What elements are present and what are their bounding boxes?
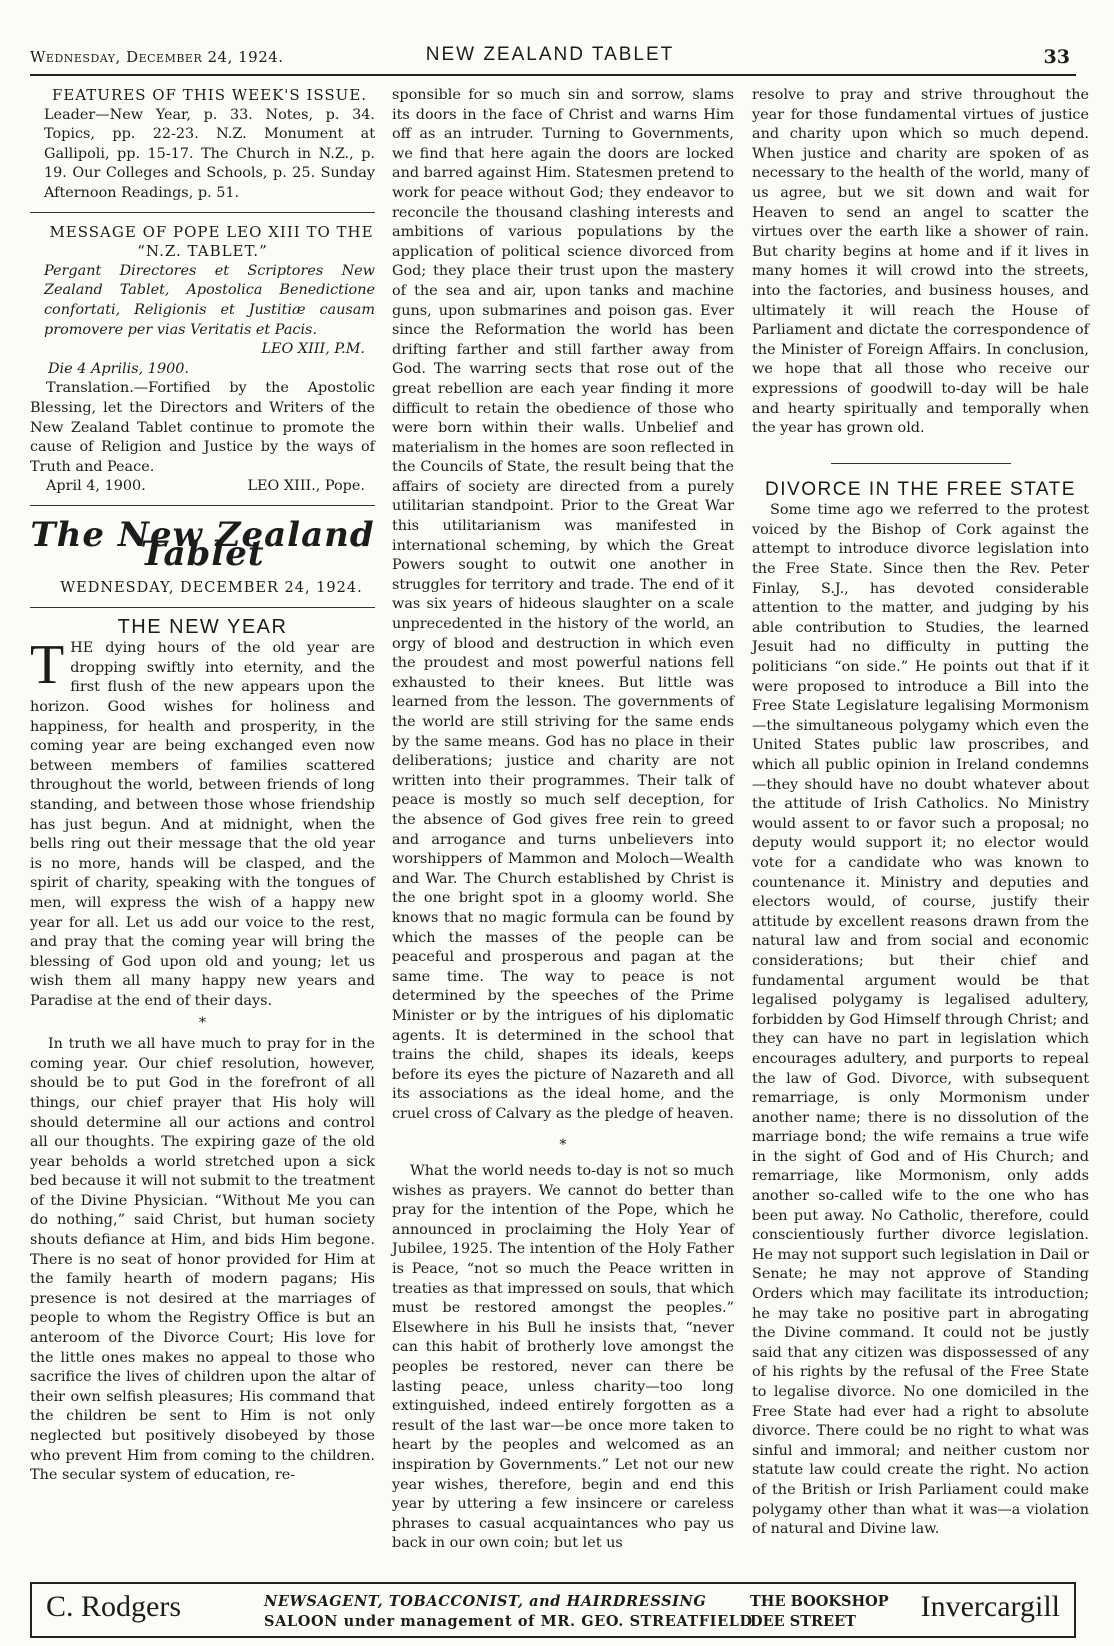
divider bbox=[30, 505, 375, 506]
page-header bbox=[30, 40, 1070, 74]
ad-city: Invercargill bbox=[920, 1590, 1060, 1623]
column-3 bbox=[752, 86, 1089, 1540]
features-heading: FEATURES OF THIS WEEK'S ISSUE. bbox=[51, 86, 368, 104]
translation-signature-row bbox=[30, 477, 375, 497]
leader-heading: THE NEW YEAR bbox=[117, 615, 288, 638]
translation-text: Translation.—Fortified by the Apostolic Blessing, let the Directors and Writers of the New Zealand Tablet continue to promote the cause of Religion and Justice by the ways of Truth and Peace. bbox=[30, 380, 375, 475]
column-2 bbox=[392, 86, 734, 1554]
drop-cap: T bbox=[30, 634, 65, 697]
pope-message bbox=[30, 223, 375, 497]
features-box bbox=[30, 86, 375, 204]
column-1 bbox=[30, 86, 375, 1486]
leader-paragraph-2: In truth we all have much to pray for in the coming year. Our chief resolution, however, should be to put God in the forefront of all things, our chief prayer that His holy will should determine all our actions and control all our thoughts. The expiring gaze of the old year beholds a world stretched upon a sick bed because it will not submit to the treatment of the Divine Physician. “Without Me you can do nothing,” said Christ, but human society shouts defiance at Him, and bids Him begone. There is no seat of honor provided for Him at the family hearth of modern pagans; His presence is not desired at the marriages of people to whom the Registry Office is but an anteroom of the Divorce Court; His love for the little ones makes no appeal to those who sacrifice the lives of children upon the altar of their own selfish pleasures; His command that the children be sent to Him is not only neglected but positively disobeyed by those who prevent Him from coming to the children. The secular system of education, re- bbox=[30, 1036, 375, 1484]
latin-text: Pergant Directores et Scriptores New Zealand Tablet, Apostolica Benedictione confortati, Religionis et Justitiæ causam promovere per vias Veritatis et Pacis. bbox=[44, 262, 375, 338]
features-text: Leader—New Year, p. 33. Notes, p. 34. Topics, pp. 22-23. N.Z. Monument at Gallipoli, pp. 15-17. The Church in N.Z., p. 19. Our Colleges and Schools, p. 25. Sunday Afternoon Readings, p. 51. bbox=[44, 106, 375, 201]
divorce-text: Some time ago we referred to the protest voiced by the Bishop of Cork against the attempt to introduce divorce legislation into the Free State. Since then the Rev. Peter Finlay, S.J., has devoted considerable attention to the matter, and judging by his able contribution to Studies, the learned Jesuit had no difficulty in putting the politicians “on side.” He points out that if it were proposed to introduce a Bill into the Free State Legislature legalising Mormonism—the simultaneous polygamy which even the United States public law proscribes, and which all public opinion in Ireland condemns—they should have no doubt whatever about the attitude of Irish Catholics. No Ministry would assent to or favor such a proposal; no deputy would support it; no elector would vote for a candidate who was known to countenance it. Ministry and deputies and electors would, of course, justify their attitude by excellent reasons drawn from the natural law and from social and economic considerations; but their chief and fundamental argument would be that legalised polygamy is legalised adultery, forbidden by God Himself through Christ; and they can have no part in legislation which encourages adultery, and purports to repeal the law of God. Divorce, with subsequent remarriage, is only Mormonism under another name; there is no dissolution of the marriage bond; the wife remains a true wife in the sight of God and of His Church; and remarriage, like Mormonism, only adds another so-called wife to the one who has been put away. No Catholic, therefore, could conscientiously further divorce legislation. He may not support such legislation in Dail or Senate; he may not approve of Standing Orders which may facilitate its introduction; he may take no positive part in abrogating the Divine command. It could not be justly said that any citizen was dispossessed of any of his rights by the refusal of the Free State to legalise divorce. No one domiciled in the Free State had ever had a right to absolute divorce. There could be no right to what was sinful and immoral; and neither custom nor statute law could create the right. No action of the British or Irish Parliament could make polygamy other than what it was—a violation of natural and Divine law. bbox=[752, 502, 1089, 1538]
divorce-heading: DIVORCE IN THE FREE STATE bbox=[765, 478, 1076, 500]
latin-date: Die 4 Aprilis, 1900. bbox=[48, 360, 189, 377]
section-star: * bbox=[559, 1137, 567, 1154]
divider bbox=[831, 463, 1011, 464]
message-heading: MESSAGE OF POPE LEO XIII TO THE “N.Z. TABLET.” bbox=[49, 222, 374, 261]
section-star: * bbox=[198, 1014, 207, 1031]
header-rule bbox=[30, 74, 1076, 76]
ad-shop-address: THE BOOKSHOP DEE STREET bbox=[750, 1593, 889, 1630]
translation-date: April 4, 1900. bbox=[46, 478, 146, 495]
translation-signature: LEO XIII., Pope. bbox=[247, 478, 365, 495]
masthead-title: The New Zealand Tablet bbox=[30, 514, 375, 575]
advertisement bbox=[30, 1582, 1076, 1638]
paper-title: NEW ZEALAND TABLET bbox=[425, 44, 675, 65]
masthead-date: WEDNESDAY, DECEMBER 24, 1924. bbox=[60, 580, 363, 597]
leader-paragraph-3: sponsible for so much sin and sorrow, slams its doors in the face of Christ and warns Him off as an intruder. Turning to Governments, we find that here again the doors are locked and barred against Him. Statesmen pretend to work for peace without God; they endeavor to reconcile the thousand clashing interests and ambitions of various populations by the application of political science divorced from God; they place their trust upon the mastery of the sea and air, upon tanks and machine guns, upon submarines and poison gas. Ever since the Reformation the world has been drifting farther and still farther away from God. The warring sects that rose out of the great rebellion are each year finding it more difficult to retain the obedience of those who were born within their walls. Unbelief and materialism in the homes are soon reflected in the Councils of State, the result being that the affairs of society are directed from a purely utilitarian standpoint. Prior to the Great War this utilitarianism was manifested in international scheming, by which the Great Powers sought to outwit one another in struggles for territory and trade. The end of it was six years of hideous slaughter on a scale unprecedented in the history of the world, an orgy of blood and destruction in which even the proudest and most powerful nations fell exhausted to their knees. But little was learned from the lesson. The governments of the world are still striving for the same ends by the same means. God has no place in their deliberations; justice and charity are not written into their programmes. Their talk of peace is mostly so much self deception, for the absence of God gives free rein to greed and arrogance and turns unbelievers into worshippers of Mammon and Moloch—Wealth and War. The Church established by Christ is the one bright spot in a gloomy world. She knows that no magic formula can be found by which the masses of the people can be peaceful and prosperous and pagan at the same time. The way to peace is not determined by the speeches of the Prime Minister or by the intrigues of his diplomatic agents. It is determined in the school that trains the child, shapes its ideals, keeps before its eyes the picture of Nazareth and all its associations as the ideal home, and the cruel cross of Calvary as the pledge of heaven. bbox=[392, 87, 734, 1122]
divider bbox=[30, 212, 375, 213]
ad-business-name: C. Rodgers bbox=[46, 1590, 181, 1623]
issue-date: Wednesday, December 24, 1924. bbox=[30, 48, 284, 66]
ad-description: NEWSAGENT, TOBACCONIST, and HAIRDRESSING SALOON under management of MR. GEO. STREATFIELD bbox=[264, 1593, 753, 1630]
leader-paragraph-5: resolve to pray and strive throughout the year for those fundamental virtues of justice and charity upon which so much depend. When justice and charity are spoken of as necessary to the health of the world, many of us agree, but we sit down and wait for Heaven to send an angel to scatter the virtues over the earth like a shower of rain. But charity begins at home and if it lives in many homes it will crowd into the streets, into the factories, and business houses, and ultimately it will reach the House of Parliament and dictate the correspondence of the Minister of Foreign Affairs. In conclusion, we hope that all those who receive our expressions of goodwill to-day will be hale and hearty spiritually and temporally when the year has grown old. bbox=[752, 87, 1089, 437]
leader-paragraph-4: What the world needs to-day is not so much wishes as prayers. We cannot do better than pray for the intention of the Pope, which he announced in proclaiming the Holy Year of Jubilee, 1925. The intention of the Holy Father is Peace, “not so much the Peace written in treaties as that impressed on souls, that which must be restored amongst the peoples.” Elsewhere in his Bull he insists that, “never can this habit of brotherly love amongst the peoples be restored, never can there be lasting peace, unless charity—too long extinguished, indeed entirely forgotten as a result of the last war—be once more taken to heart by the peoples and welcomed as an inspiration by Governments.” Let not our new year wishes, therefore, begin and end this year by uttering a few insincere or careless phrases to casual acquaintances who pay us back in our own coin; but let us bbox=[392, 1163, 734, 1552]
leader-paragraph-1: THE dying hours of the old year are dropping swiftly into eternity, and the first flush of the new appears upon the horizon. Good wishes for holiness and happiness, for health and prosperity, in the coming year are being exchanged even now between members of families scattered throughout the world, between friends of long standing, and between those whose friendship has just begun. And at midnight, when the bells ring out their message that the old year is no more, hands will be clasped, and the spirit of charity, speaking with the tongues of men, will express the wish of a happy new year for all. Let us add our voice to the rest, and pray that the coming year will bring the blessing of God upon old and young; let us wish them all many happy new years and Paradise at the end of their days. bbox=[30, 634, 375, 1009]
divider bbox=[30, 607, 375, 608]
page-number: 33 bbox=[1043, 46, 1070, 68]
latin-signature: LEO XIII, P.M. bbox=[261, 341, 365, 358]
